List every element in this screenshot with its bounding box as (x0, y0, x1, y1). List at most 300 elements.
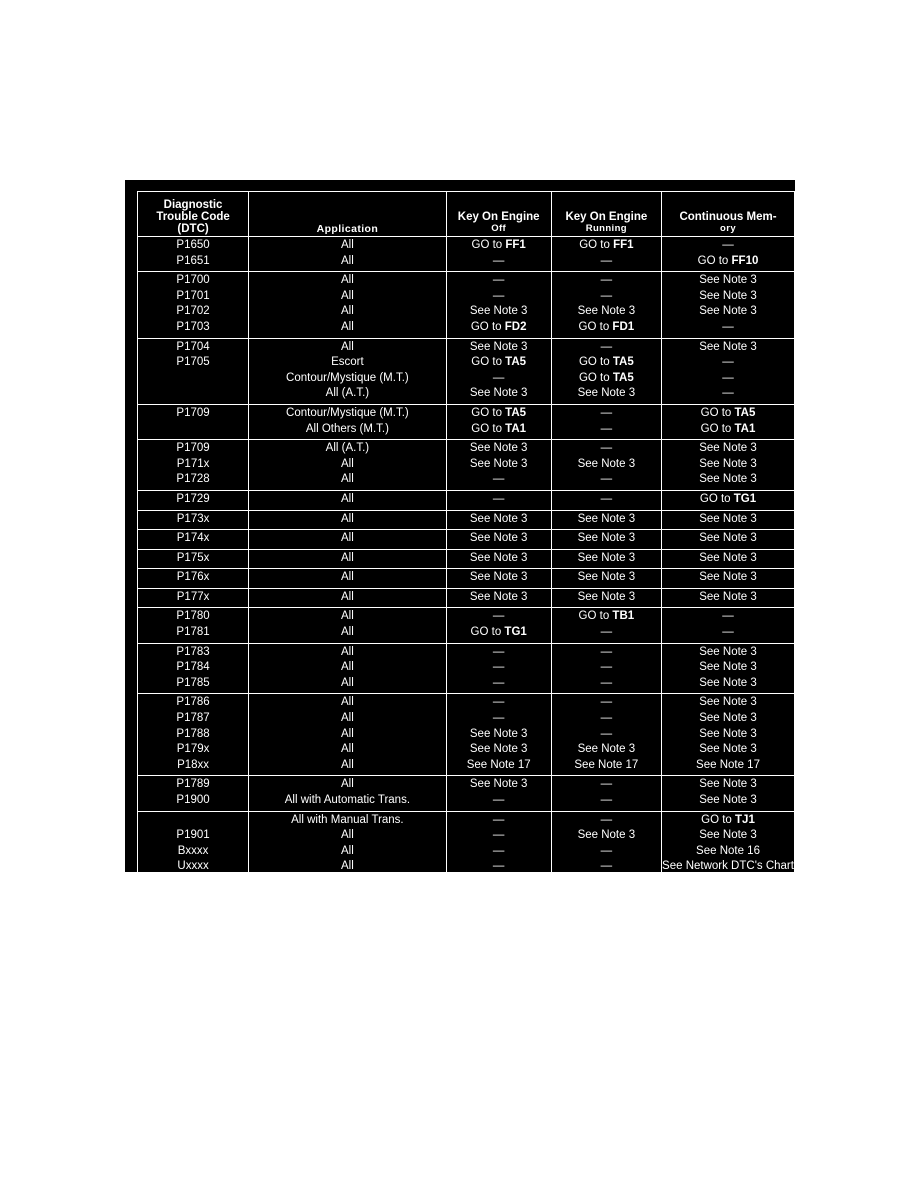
cell-koer (551, 643, 661, 694)
cell-koeo (446, 272, 551, 338)
koer-value: — (600, 422, 613, 435)
application-value: All (341, 571, 354, 584)
continuous-memory-value: — (722, 610, 734, 623)
continuous-memory-value: See Note 3 (699, 340, 757, 353)
cell-koer (551, 549, 661, 569)
cell-koer (551, 694, 661, 776)
koeo-value: See Note 3 (469, 727, 528, 740)
table-row-group (138, 549, 795, 569)
koeo-value: — (492, 274, 505, 287)
cell-dtc (138, 272, 249, 338)
koeo-value: See Note 3 (469, 340, 528, 353)
cell-application (249, 569, 447, 589)
cell-application (249, 237, 447, 272)
dtc-value: P1702 (176, 305, 210, 318)
continuous-memory-value: See Note 3 (699, 712, 757, 725)
cell-dtc (138, 549, 249, 569)
header-dtc-line-2: Trouble Code (156, 211, 230, 223)
header-koeo-main: Key On Engine (457, 211, 540, 223)
table-row-group (138, 440, 795, 491)
continuous-memory-value: See Note 3 (699, 829, 757, 842)
koer-value: — (600, 794, 613, 806)
cell-application (249, 776, 447, 811)
koer-value: — (600, 626, 613, 639)
continuous-memory-value: GO to TG1 (699, 492, 757, 505)
application-value: All (341, 340, 354, 353)
dtc-value: P1788 (176, 727, 210, 740)
koer-value: — (600, 860, 613, 873)
application-value: All with Manual Trans. (291, 813, 404, 826)
koer-value: — (600, 254, 613, 267)
table-row-group (138, 694, 795, 776)
koeo-value: GO to FD2 (470, 320, 527, 333)
cell-continuous-memory (662, 510, 795, 530)
pinpoint-test-code: FD1 (612, 320, 635, 333)
dtc-value: Bxxxx (177, 844, 209, 857)
header-koer (551, 192, 661, 237)
koer-value: — (600, 813, 613, 826)
dtc-value: P177x (176, 590, 210, 603)
cell-dtc (138, 588, 249, 608)
koeo-value: — (492, 813, 505, 826)
continuous-memory-value: See Note 3 (699, 274, 757, 287)
continuous-memory-value: See Note 3 (699, 289, 757, 302)
cell-continuous-memory (662, 588, 795, 608)
cell-continuous-memory (662, 776, 795, 811)
cell-dtc (138, 490, 249, 510)
koeo-value: GO to FF1 (471, 239, 526, 251)
koer-value: GO to FF1 (579, 239, 634, 251)
cell-koer (551, 490, 661, 510)
application-value: All (341, 457, 354, 470)
cell-application (249, 694, 447, 776)
header-cm-main: Continuous Mem- (679, 211, 777, 223)
application-value: All (A.T.) (325, 442, 370, 455)
application-value: All (341, 727, 354, 740)
cell-koeo (446, 440, 551, 491)
cell-dtc (138, 643, 249, 694)
pinpoint-test-code: FF10 (731, 254, 759, 267)
koer-value: GO to TB1 (578, 610, 635, 623)
koer-value: — (600, 340, 613, 353)
table-row-group (138, 338, 795, 404)
cell-dtc (138, 237, 249, 272)
koer-value: — (600, 473, 613, 486)
continuous-memory-value: — (722, 626, 734, 639)
table-row-group (138, 404, 795, 439)
koeo-value: See Note 3 (469, 532, 528, 545)
dtc-value: P1700 (176, 274, 210, 287)
continuous-memory-value: GO to TA5 (700, 406, 756, 419)
application-value: All Others (M.T.) (305, 422, 389, 435)
koer-value: GO to TA5 (578, 356, 634, 369)
dtc-value: P1787 (176, 712, 210, 725)
koeo-value: — (492, 696, 505, 709)
cell-dtc (138, 440, 249, 491)
dtc-value (138, 422, 248, 438)
koeo-value: GO to TA5 (471, 406, 527, 419)
koeo-value: See Note 3 (469, 305, 528, 318)
dtc-value: P1709 (176, 406, 210, 419)
koeo-value: See Note 3 (469, 743, 528, 756)
cell-continuous-memory (662, 490, 795, 510)
application-value: All (341, 473, 354, 486)
pinpoint-test-code: TG1 (733, 492, 757, 505)
table-row-group (138, 811, 795, 877)
cell-continuous-memory (662, 530, 795, 550)
cell-koeo (446, 237, 551, 272)
koer-value: See Note 3 (577, 571, 636, 584)
koer-value: — (600, 712, 613, 725)
koer-value: — (600, 696, 613, 709)
application-value: All (341, 492, 354, 505)
koer-value: See Note 3 (577, 387, 636, 400)
continuous-memory-value: — (722, 371, 734, 384)
pinpoint-test-code: TG1 (504, 626, 527, 639)
koeo-value: — (492, 473, 505, 486)
table-row-group (138, 510, 795, 530)
continuous-memory-value: See Note 3 (699, 457, 757, 470)
cell-koer (551, 608, 661, 643)
koeo-value: — (492, 794, 505, 806)
application-value: All (341, 645, 354, 658)
cell-koer (551, 811, 661, 877)
cell-continuous-memory (662, 694, 795, 776)
continuous-memory-value: See Note 3 (699, 532, 757, 545)
pinpoint-test-code: TA5 (505, 406, 527, 419)
pinpoint-test-code: TA5 (505, 356, 527, 369)
cell-continuous-memory (662, 440, 795, 491)
cell-koer (551, 237, 661, 272)
continuous-memory-value: GO to TJ1 (701, 813, 755, 826)
dtc-value: P1901 (176, 829, 210, 842)
continuous-memory-value: See Note 3 (699, 794, 757, 806)
cell-dtc (138, 530, 249, 550)
koeo-value: GO to TA5 (471, 356, 527, 369)
cell-application (249, 338, 447, 404)
cell-koer (551, 440, 661, 491)
cell-koeo (446, 608, 551, 643)
dtc-table (137, 191, 795, 878)
cell-koeo (446, 588, 551, 608)
koer-value: — (600, 274, 613, 287)
cell-koer (551, 569, 661, 589)
koeo-value: — (492, 645, 505, 658)
table-row-group (138, 588, 795, 608)
koeo-value: See Note 3 (469, 778, 528, 791)
continuous-memory-value: — (722, 239, 734, 251)
table-row-group (138, 530, 795, 550)
cell-koeo (446, 549, 551, 569)
application-value: All (341, 274, 354, 287)
cell-koer (551, 338, 661, 404)
koeo-value: See Note 3 (469, 551, 528, 564)
dtc-value: P1789 (176, 778, 210, 791)
koer-value: — (600, 492, 613, 505)
header-koeo-sub: Off (491, 223, 507, 234)
pinpoint-test-code: TJ1 (735, 813, 755, 826)
continuous-memory-value: See Note 3 (699, 590, 757, 603)
koeo-value: — (492, 712, 505, 725)
dtc-value: P1705 (176, 356, 210, 369)
application-value: All (341, 626, 354, 639)
koeo-value: — (492, 289, 505, 302)
koer-value: — (600, 406, 613, 419)
koeo-value: See Note 3 (469, 590, 528, 603)
application-value: All (341, 610, 354, 623)
koeo-value: — (492, 492, 505, 505)
continuous-memory-value: See Note 3 (699, 442, 757, 455)
koeo-value: — (492, 661, 505, 674)
dtc-value: P1784 (176, 661, 210, 674)
koer-value: See Note 3 (577, 512, 636, 525)
application-value: All (341, 239, 354, 251)
header-dtc (138, 192, 249, 237)
dtc-value: P1728 (176, 473, 210, 486)
dtc-value: P1783 (176, 645, 210, 658)
continuous-memory-value: See Note 3 (699, 661, 757, 674)
koeo-value: — (492, 829, 505, 842)
dtc-value: P174x (176, 532, 210, 545)
application-value: All with Automatic Trans. (284, 794, 411, 806)
cell-continuous-memory (662, 338, 795, 404)
cell-dtc (138, 404, 249, 439)
application-value: All (341, 289, 354, 302)
application-value: All (341, 661, 354, 674)
continuous-memory-value: See Note 3 (699, 571, 757, 584)
koeo-value: See Note 3 (469, 442, 528, 455)
dtc-value: P175x (176, 551, 210, 564)
cell-koeo (446, 404, 551, 439)
application-value: All (341, 778, 354, 791)
koer-value: GO to FD1 (578, 320, 635, 333)
koer-value: — (600, 645, 613, 658)
pinpoint-test-code: TA5 (612, 356, 634, 369)
cell-application (249, 440, 447, 491)
application-value: All (341, 320, 354, 333)
application-value: All (341, 743, 354, 756)
continuous-memory-value: — (722, 320, 734, 333)
koeo-value: — (492, 860, 505, 873)
pinpoint-test-code: FD2 (504, 320, 527, 333)
koeo-value: GO to TG1 (470, 626, 527, 639)
dtc-value: P176x (176, 571, 210, 584)
application-value: All (341, 676, 354, 689)
pinpoint-test-code: FF1 (613, 239, 634, 251)
koer-value: — (600, 442, 613, 455)
koer-value: — (600, 661, 613, 674)
koer-value: — (600, 844, 613, 857)
continuous-memory-value: GO to TA1 (700, 422, 756, 435)
dtc-value: P1729 (176, 492, 210, 505)
continuous-memory-value: See Note 3 (699, 551, 757, 564)
dtc-value: P1900 (176, 794, 210, 806)
dtc-value: P1780 (176, 610, 210, 623)
cell-dtc (138, 338, 249, 404)
continuous-memory-value: See Note 3 (699, 305, 757, 318)
cell-dtc (138, 608, 249, 643)
application-value: All (341, 844, 354, 857)
continuous-memory-value: See Note 16 (696, 844, 760, 857)
application-value: All (341, 696, 354, 709)
pinpoint-test-code: TA1 (505, 422, 527, 435)
header-dtc-line-3: (DTC) (177, 223, 209, 235)
dtc-value: P1781 (176, 626, 210, 639)
koer-value: See Note 3 (577, 457, 636, 470)
koeo-value: See Note 3 (469, 457, 528, 470)
application-value: All (341, 829, 354, 842)
koer-value: See Note 3 (577, 829, 636, 842)
dtc-value: P1651 (176, 254, 210, 267)
pinpoint-test-code: TA1 (734, 422, 756, 435)
koeo-value: — (492, 254, 505, 267)
header-application (249, 192, 447, 237)
scanned-table-panel (125, 180, 795, 872)
dtc-value: P1704 (176, 340, 210, 353)
continuous-memory-value: See Note 3 (699, 645, 757, 658)
cell-application (249, 811, 447, 877)
continuous-memory-value: See Note 3 (699, 743, 757, 756)
application-value: All (341, 590, 354, 603)
cell-continuous-memory (662, 569, 795, 589)
application-value: All (341, 712, 354, 725)
cell-application (249, 643, 447, 694)
cell-koeo (446, 569, 551, 589)
continuous-memory-value: — (722, 387, 734, 400)
continuous-memory-value: See Note 3 (699, 778, 757, 791)
header-koer-main: Key On Engine (565, 211, 648, 223)
cell-continuous-memory (662, 272, 795, 338)
koeo-value: See Note 3 (469, 571, 528, 584)
dtc-value: P1703 (176, 320, 210, 333)
application-value: All (341, 305, 354, 318)
dtc-table-body (138, 237, 795, 878)
dtc-value: P1701 (176, 289, 210, 302)
header-continuous-memory (662, 192, 795, 237)
cell-continuous-memory (662, 608, 795, 643)
cell-koer (551, 776, 661, 811)
koeo-value: See Note 17 (466, 758, 531, 771)
cell-application (249, 272, 447, 338)
cell-continuous-memory (662, 811, 795, 877)
koeo-value: — (492, 676, 505, 689)
header-koeo (446, 192, 551, 237)
koer-value: See Note 3 (577, 305, 636, 318)
cell-koeo (446, 510, 551, 530)
application-value: All (341, 860, 354, 873)
koeo-value: GO to TA1 (471, 422, 527, 435)
koeo-value: See Note 3 (469, 387, 528, 400)
table-row-group (138, 569, 795, 589)
koer-value: See Note 3 (577, 743, 636, 756)
table-row-group (138, 643, 795, 694)
continuous-memory-value: — (722, 356, 734, 369)
cell-application (249, 588, 447, 608)
continuous-memory-value: See Note 3 (699, 473, 757, 486)
cell-koeo (446, 490, 551, 510)
continuous-memory-value: GO to FF10 (697, 254, 759, 267)
koeo-value: — (492, 844, 505, 857)
continuous-memory-value: See Note 3 (699, 727, 757, 740)
pinpoint-test-code: TB1 (612, 610, 635, 623)
pinpoint-test-code: TA5 (734, 406, 756, 419)
header-application-label: Application (316, 223, 379, 235)
cell-dtc (138, 569, 249, 589)
dtc-value: P18xx (177, 758, 210, 771)
koer-value: See Note 17 (574, 758, 639, 771)
koer-value: — (600, 289, 613, 302)
cell-dtc (138, 811, 249, 877)
koeo-value: See Note 3 (469, 512, 528, 525)
cell-koeo (446, 811, 551, 877)
dtc-value: P171x (176, 457, 210, 470)
cell-koer (551, 530, 661, 550)
koer-value: See Note 3 (577, 590, 636, 603)
dtc-value (138, 813, 248, 829)
header-row (138, 192, 795, 237)
application-value: Escort (331, 356, 364, 369)
cell-koer (551, 510, 661, 530)
dtc-value: P173x (176, 512, 210, 525)
cell-continuous-memory (662, 404, 795, 439)
cell-koeo (446, 776, 551, 811)
dtc-value: P1786 (176, 696, 210, 709)
koeo-value: — (492, 371, 505, 384)
koer-value: — (600, 778, 613, 791)
application-value: All (341, 551, 354, 564)
continuous-memory-value: See Note 3 (699, 512, 757, 525)
application-value: Contour/Mystique (M.T.) (286, 371, 409, 384)
koer-value: GO to TA5 (578, 371, 634, 384)
cell-continuous-memory (662, 643, 795, 694)
cell-koer (551, 404, 661, 439)
table-row-group (138, 608, 795, 643)
cell-application (249, 549, 447, 569)
cell-dtc (138, 510, 249, 530)
table-row-group (138, 272, 795, 338)
cell-application (249, 530, 447, 550)
cell-application (249, 608, 447, 643)
pinpoint-test-code: TA5 (612, 371, 634, 384)
continuous-memory-value: See Network DTC's Chart (662, 860, 794, 873)
cell-application (249, 510, 447, 530)
cell-koer (551, 272, 661, 338)
dtc-value: P179x (176, 743, 210, 756)
koeo-value: — (492, 610, 505, 623)
continuous-memory-value: See Note 17 (696, 758, 760, 771)
dtc-value: P1650 (176, 239, 210, 251)
koer-value: See Note 3 (577, 551, 636, 564)
dtc-value: Uxxxx (177, 860, 209, 873)
dtc-value: P1785 (176, 676, 210, 689)
dtc-value: P1709 (176, 442, 210, 455)
cell-application (249, 404, 447, 439)
pinpoint-test-code: FF1 (505, 239, 526, 251)
application-value: Contour/Mystique (M.T.) (286, 406, 409, 419)
cell-koeo (446, 530, 551, 550)
application-value: All (A.T.) (325, 387, 370, 400)
cell-koer (551, 588, 661, 608)
continuous-memory-value: See Note 3 (699, 696, 757, 709)
table-row-group (138, 776, 795, 811)
koer-value: See Note 3 (577, 532, 636, 545)
application-value: All (341, 254, 354, 267)
cell-continuous-memory (662, 237, 795, 272)
dtc-value (138, 386, 248, 402)
cell-koeo (446, 338, 551, 404)
cell-continuous-memory (662, 549, 795, 569)
application-value: All (341, 512, 354, 525)
